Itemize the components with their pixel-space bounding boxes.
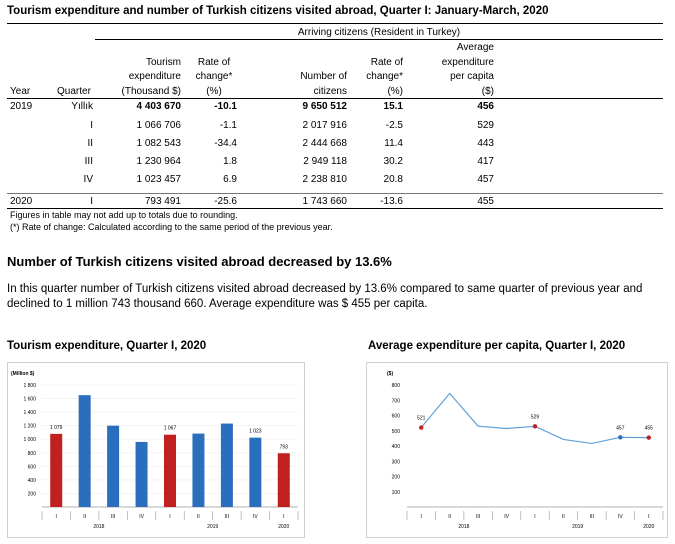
y-tick-label: 1 200 xyxy=(23,423,36,430)
table-cell-citizens: 2 238 810 xyxy=(302,174,347,185)
table-cell-expenditure: 1 082 543 xyxy=(136,138,181,149)
header-rate2-3: (%) xyxy=(387,86,403,97)
bar xyxy=(192,434,204,507)
bar-value-label: 1 079 xyxy=(49,424,63,431)
y-tick-label: 1 000 xyxy=(23,437,36,444)
table-cell-expenditure: 1 230 964 xyxy=(136,156,181,167)
x-tick-label: I xyxy=(534,514,536,520)
point-value-label: 455 xyxy=(644,425,653,432)
data-point-marker xyxy=(647,435,651,439)
header-citizens-1: Number of xyxy=(300,71,347,82)
table-cell-citizens: 9 650 512 xyxy=(302,101,347,112)
bar-chart-title: Tourism expenditure, Quarter I, 2020 xyxy=(7,340,207,352)
header-expenditure-3: (Thousand $) xyxy=(121,86,181,97)
bar xyxy=(107,426,119,507)
header-rate2-2: change* xyxy=(366,71,403,82)
header-rule xyxy=(7,98,663,99)
table-cell-quarter: II xyxy=(87,138,93,149)
y-tick-label: 1 400 xyxy=(23,410,36,417)
bar-chart xyxy=(8,363,304,537)
y-tick-label: 400 xyxy=(391,444,400,450)
header-quarter: Quarter xyxy=(57,86,91,97)
y-tick-label: 800 xyxy=(27,450,36,457)
y-tick-label: 100 xyxy=(391,489,400,496)
table-cell-quarter: III xyxy=(84,156,93,167)
table-cell-expenditure: 4 403 670 xyxy=(136,101,181,112)
x-tick-label: III xyxy=(111,514,116,520)
x-tick-label: III xyxy=(589,514,594,520)
x-group-label: 2020 xyxy=(278,524,290,530)
x-group-label: 2018 xyxy=(458,524,470,530)
x-tick-label: I xyxy=(169,514,171,520)
line-chart-title: Average expenditure per capita, Quarter I, 2020 xyxy=(368,340,626,352)
table-cell-rate1: 1.8 xyxy=(223,156,237,167)
x-tick-label: IV xyxy=(617,514,623,520)
table-cell-citizens: 2 444 668 xyxy=(302,138,347,149)
table-cell-quarter: Yıllık xyxy=(71,101,93,112)
bar xyxy=(221,424,233,507)
bar xyxy=(136,442,148,507)
table-cell-quarter: IV xyxy=(83,174,93,185)
table-cell-rate2: -2.5 xyxy=(385,120,403,131)
data-point-marker xyxy=(618,435,622,439)
x-group-label: 2019 xyxy=(207,524,219,530)
x-tick-label: I xyxy=(283,514,285,520)
bar xyxy=(249,438,261,507)
header-avg-3: per capita xyxy=(450,71,494,82)
y-axis-label: ($) xyxy=(387,371,394,377)
table-cell-rate2: 11.4 xyxy=(384,138,403,149)
bar xyxy=(79,395,91,507)
table-cell-rate1: -25.6 xyxy=(214,196,237,207)
table-note-rounding: Figures in table may not add up to totals due to rounding. xyxy=(10,210,238,220)
table-cell-year: 2019 xyxy=(10,101,33,112)
header-avg-1: Average xyxy=(456,42,494,53)
y-tick-label: 700 xyxy=(391,398,400,405)
table-cell-expenditure: 793 491 xyxy=(144,196,181,207)
summary-paragraph: In this quarter number of Turkish citizens visited abroad decreased by 13.6% compared to same quarter of previous year and declined to 1 million 743 thousand 660. Average expenditure was $ 455 per capita. xyxy=(7,283,643,310)
data-point-marker xyxy=(419,425,423,429)
y-tick-label: 300 xyxy=(391,459,400,466)
x-tick-label: II xyxy=(83,514,87,520)
bar xyxy=(50,434,62,507)
x-tick-label: II xyxy=(448,514,452,520)
header-rate2-1: Rate of xyxy=(370,57,403,68)
x-tick-label: IV xyxy=(139,514,144,520)
table-cell-rate2: 30.2 xyxy=(383,156,403,167)
bar-value-label: 793 xyxy=(279,444,288,451)
y-tick-label: 600 xyxy=(27,464,36,471)
x-group-label: 2020 xyxy=(643,524,655,530)
table-cell-rate1: -34.4 xyxy=(214,138,237,149)
table-cell-avg: 529 xyxy=(477,120,494,131)
x-tick-label: I xyxy=(420,514,422,520)
table-top-rule xyxy=(7,23,663,24)
table-cell-quarter: I xyxy=(90,196,93,207)
x-tick-label: I xyxy=(55,514,57,520)
group-rule xyxy=(95,39,663,40)
table-cell-avg: 417 xyxy=(477,156,494,167)
table-cell-avg: 455 xyxy=(477,196,494,207)
table-cell-avg: 456 xyxy=(477,101,494,112)
header-rate1-2: change* xyxy=(195,71,233,82)
bar-chart-frame xyxy=(7,362,305,538)
point-value-label: 529 xyxy=(530,414,540,421)
bar xyxy=(164,435,176,507)
x-tick-label: III xyxy=(224,514,229,520)
y-tick-label: 1 800 xyxy=(23,383,36,389)
table-cell-rate2: -13.6 xyxy=(380,196,403,207)
table-cell-rate1: -1.1 xyxy=(219,120,237,131)
x-group-label: 2018 xyxy=(93,524,105,530)
x-tick-label: II xyxy=(562,514,565,520)
y-tick-label: 200 xyxy=(27,491,36,498)
table-cell-year: 2020 xyxy=(10,196,33,207)
x-tick-label: II xyxy=(197,514,200,520)
table-cell-expenditure: 1 023 457 xyxy=(136,174,181,185)
x-tick-label: III xyxy=(476,514,481,520)
y-tick-label: 500 xyxy=(391,428,400,435)
x-tick-label: IV xyxy=(252,514,258,520)
header-rate1-3: (%) xyxy=(206,86,222,97)
y-tick-label: 400 xyxy=(27,477,36,484)
table-cell-citizens: 2 017 916 xyxy=(302,120,347,131)
header-avg-4: ($) xyxy=(481,86,494,97)
data-point-marker xyxy=(533,424,537,428)
table-cell-quarter: I xyxy=(90,120,93,131)
table-cell-rate1: -10.1 xyxy=(214,101,237,112)
group-header: Arriving citizens (Resident in Turkey) xyxy=(297,27,461,38)
y-axis-label: (Million $) xyxy=(11,371,35,377)
table-cell-citizens: 1 743 660 xyxy=(302,196,347,207)
y-tick-label: 200 xyxy=(391,474,400,481)
y-tick-label: 800 xyxy=(391,383,400,389)
header-expenditure-2: expenditure xyxy=(128,71,181,82)
y-tick-label: 600 xyxy=(391,413,400,420)
table-cell-expenditure: 1 066 706 xyxy=(136,120,181,131)
x-group-label: 2019 xyxy=(572,524,584,530)
table-cell-rate1: 6.9 xyxy=(223,174,237,185)
headline: Number of Turkish citizens visited abroad decreased by 13.6% xyxy=(7,254,392,269)
x-tick-label: IV xyxy=(504,514,509,520)
header-citizens-2: citizens xyxy=(313,86,347,97)
report-title: Tourism expenditure and number of Turkish citizens visited abroad, Quarter I: January-March, 2020 xyxy=(7,5,549,17)
point-value-label: 521 xyxy=(417,415,426,422)
bar xyxy=(278,453,290,507)
table-bottom-rule xyxy=(7,208,663,209)
header-rate1-1: Rate of xyxy=(197,57,231,68)
y-tick-label: 1 600 xyxy=(23,396,36,403)
bar-value-label: 1 023 xyxy=(249,428,262,435)
table-cell-rate2: 20.8 xyxy=(383,174,403,185)
point-value-label: 457 xyxy=(616,425,625,432)
header-avg-2: expenditure xyxy=(441,57,494,68)
table-note-rate: (*) Rate of change: Calculated according to the same period of the previous year. xyxy=(10,222,333,232)
table-cell-rate2: 15.1 xyxy=(383,101,403,112)
line-chart-frame xyxy=(366,362,668,538)
x-tick-label: I xyxy=(648,514,650,520)
header-year: Year xyxy=(10,86,31,97)
header-expenditure-1: Tourism xyxy=(145,57,181,68)
table-cell-avg: 457 xyxy=(477,174,494,185)
line-chart xyxy=(367,363,667,537)
year-separator xyxy=(7,193,663,194)
bar-value-label: 1 067 xyxy=(163,425,177,432)
table-cell-citizens: 2 949 118 xyxy=(303,156,347,167)
table-cell-avg: 443 xyxy=(477,138,494,149)
